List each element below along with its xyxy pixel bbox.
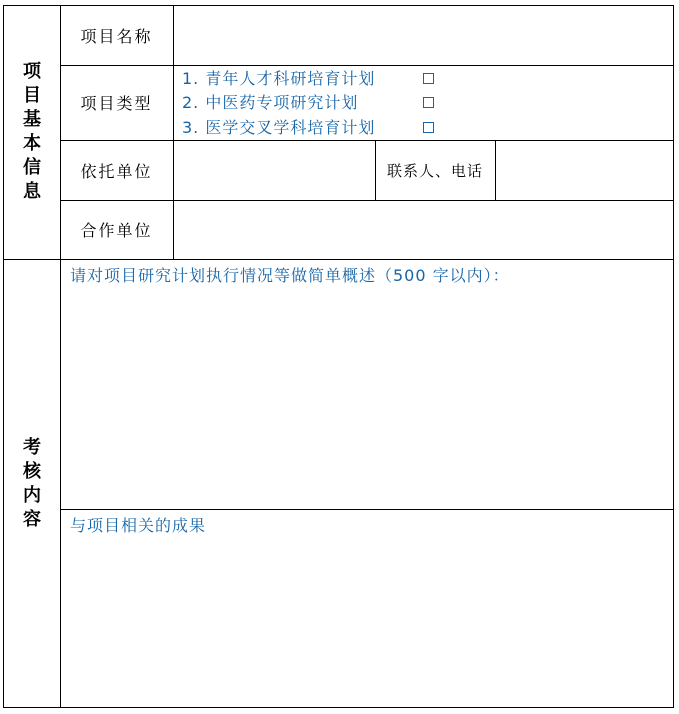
section-title-char: 考 — [23, 436, 41, 458]
section-title-char: 核 — [23, 460, 41, 482]
section-title-char: 基 — [23, 109, 41, 130]
summary-field[interactable] — [61, 288, 673, 508]
section-title-char: 容 — [23, 508, 41, 530]
host-unit-label: 依托单位 — [80, 161, 153, 181]
project-name-field[interactable] — [174, 6, 673, 65]
contact-field[interactable] — [496, 141, 673, 200]
section-title-assessment — [3, 259, 61, 708]
project-name-label: 项目名称 — [80, 26, 153, 46]
results-field[interactable] — [61, 538, 673, 707]
partner-unit-label: 合作单位 — [80, 221, 153, 240]
section-title-basic-info — [3, 5, 61, 259]
project-type-option: 3. 医学交叉学科培育计划 — [182, 118, 376, 137]
partner-unit-field[interactable] — [174, 201, 673, 259]
assessment-divider — [60, 509, 674, 510]
section-divider — [3, 259, 674, 260]
section-title-char: 目 — [23, 85, 41, 106]
section-title-char: 本 — [23, 133, 41, 154]
summary-prompt: 请对项目研究计划执行情况等做简单概述（500 字以内）： — [70, 266, 510, 285]
project-type-label: 项目类型 — [80, 94, 153, 113]
project-type-checkbox[interactable] — [423, 97, 434, 108]
section-title-char: 息 — [23, 181, 41, 202]
project-type-option: 2. 中医药专项研究计划 — [182, 93, 359, 112]
section-title-char: 项 — [23, 61, 41, 82]
results-prompt: 与项目相关的成果 — [70, 516, 207, 535]
section-title-char: 内 — [23, 484, 41, 506]
project-type-checkbox[interactable] — [423, 122, 434, 133]
host-unit-field[interactable] — [174, 141, 375, 200]
section-title-char: 信 — [23, 157, 41, 178]
contact-label: 联系人、电话 — [386, 161, 483, 180]
project-type-option: 1. 青年人才科研培育计划 — [182, 69, 376, 88]
project-type-checkbox[interactable] — [423, 73, 434, 84]
